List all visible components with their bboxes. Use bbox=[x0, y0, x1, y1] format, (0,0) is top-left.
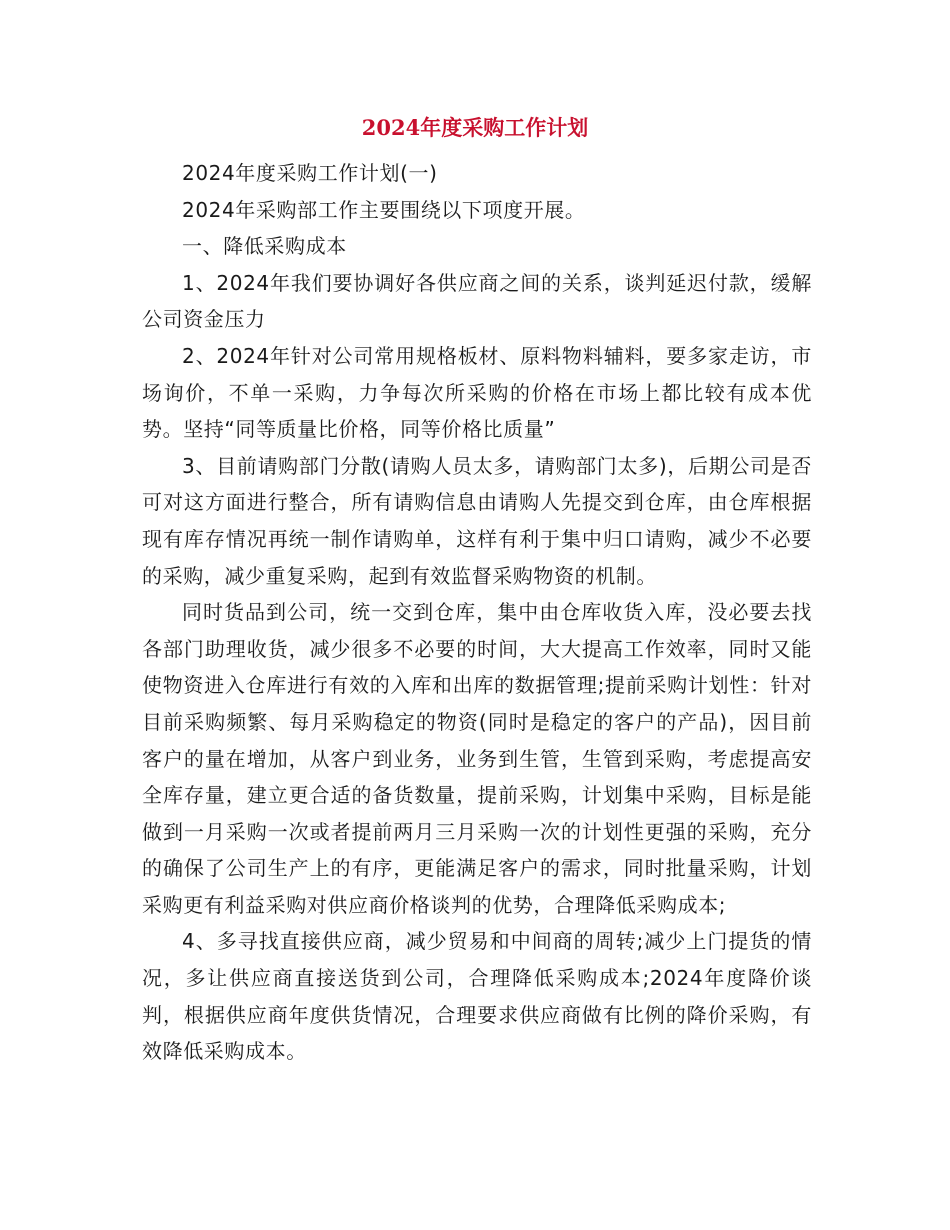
document-title: 2024年度采购工作计划 bbox=[361, 115, 589, 140]
continuation-paragraph: 同时货品到公司，统一交到仓库，集中由仓库收货入库，没必要去找各部门助理收货，减少很多不必要的时间，大大提高工作效率，同时又能使物资进入仓库进行有效的入库和出库的数据管理;提前采购计划性：针对目前采购频繁、每月采购稳定的物资(同时是稳定的客户的产品)，因目前客户的量在增加，从客户到业务，业务到生管，生管到采购，考虑提高安全库存量，建立更合适的备货数量，提前采购，计划集中采购，目标是能做到一月采购一次或者提前两月三月采购一次的计划性更强的采购，充分的确保了公司生产上的有序，更能满足客户的需求，同时批量采购，计划采购更有利益采购对供应商价格谈判的优势，合理降低采购成本; bbox=[142, 600, 812, 917]
item-paragraph-3: 3、目前请购部门分散(请购人员太多，请购部门太多)，后期公司是否可对这方面进行整合，所有请购信息由请购人先提交到仓库，由仓库根据现有库存情况再统一制作请购单，这样有利于集中归口请购，减少不必要的采购，减少重复采购，起到有效监督采购物资的机制。 bbox=[142, 453, 812, 588]
item-paragraph-4: 4、多寻找直接供应商，减少贸易和中间商的周转;减少上门提货的情况，多让供应商直接送货到公司，合理降低采购成本;2024年度降价谈判，根据供应商年度供货情况，合理要求供应商做有比例的降价采购，有效降低采购成本。 bbox=[142, 929, 812, 1064]
document-body bbox=[142, 155, 812, 1070]
item-paragraph-1: 1、2024年我们要协调好各供应商之间的关系，谈判延迟付款，缓解公司资金压力 bbox=[142, 270, 812, 332]
intro-paragraph: 2024年采购部工作主要围绕以下项度开展。 bbox=[182, 197, 586, 222]
item-paragraph-2: 2、2024年针对公司常用规格板材、原料物料辅料，要多家走访，市场询价，不单一采购，力争每次所采购的价格在市场上都比较有成本优势。坚持“同等质量比价格，同等价格比质量” bbox=[142, 343, 812, 442]
section-heading: 一、降低采购成本 bbox=[182, 234, 347, 259]
subtitle-paragraph: 2024年度采购工作计划(一) bbox=[182, 161, 438, 185]
